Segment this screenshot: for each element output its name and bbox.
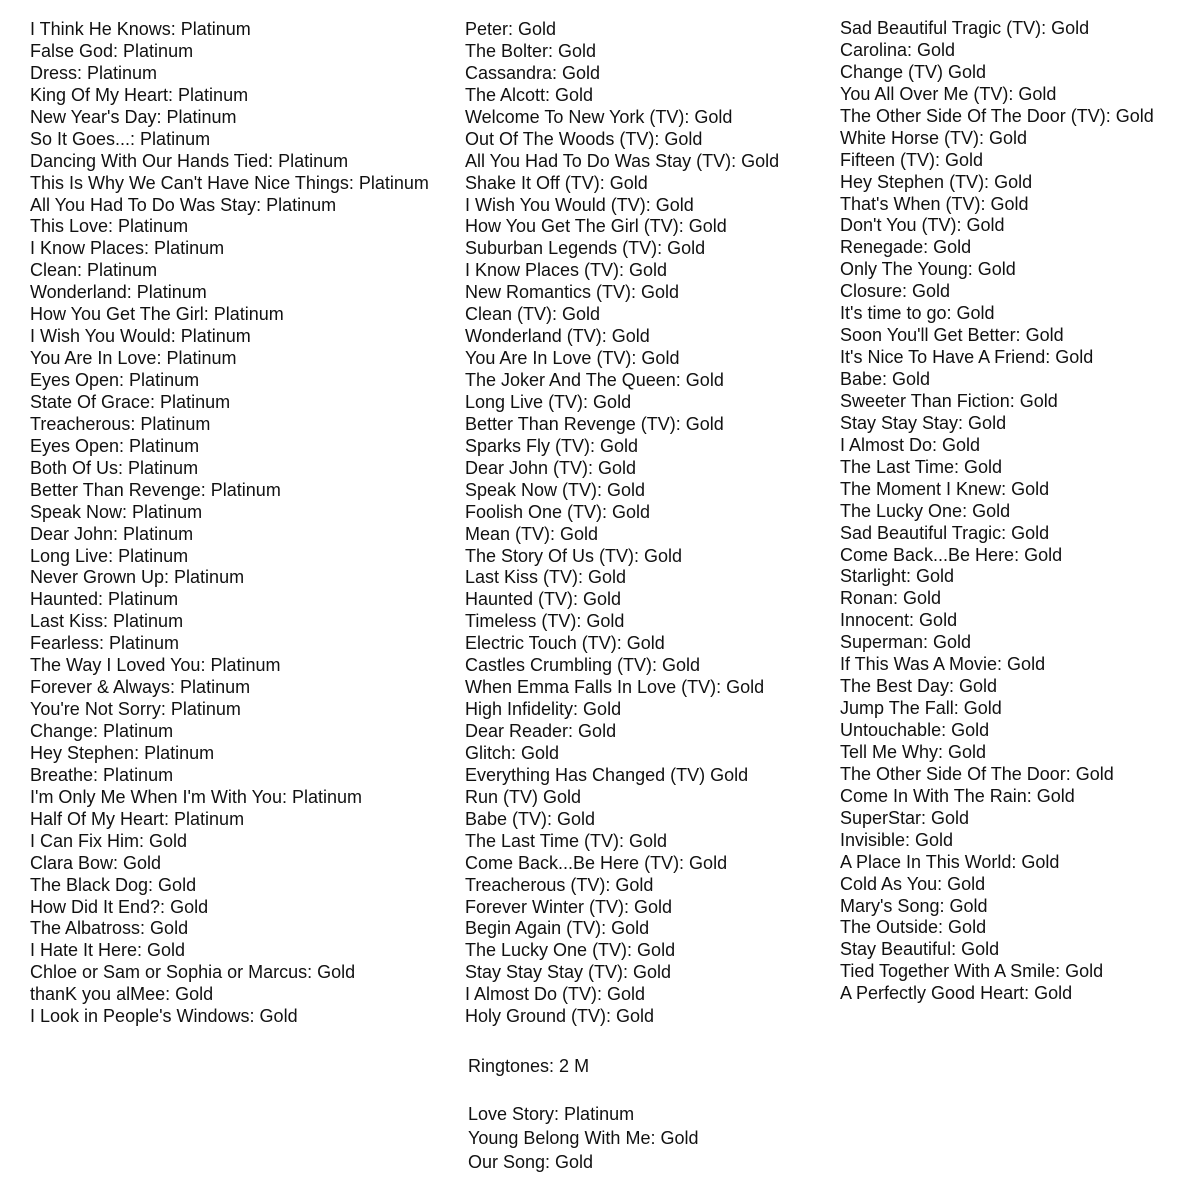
ringtones-list — [468, 1102, 698, 1174]
song-certification-item: Soon You'll Get Better: Gold — [840, 325, 1064, 346]
song-certification-item: Run (TV) Gold — [465, 786, 582, 807]
song-certification-item: Superman: Gold — [840, 632, 972, 653]
song-certification-item: The Black Dog: Gold — [30, 874, 197, 895]
song-certification-item: All You Had To Do Was Stay: Platinum — [30, 194, 337, 215]
song-certification-item: So It Goes...: Platinum — [30, 128, 211, 149]
song-certification-item: Forever Winter (TV): Gold — [465, 896, 673, 917]
song-certification-item: High Infidelity: Gold — [465, 699, 622, 720]
song-certification-item: The Other Side Of The Door: Gold — [840, 763, 1114, 784]
song-certification-item: King Of My Heart: Platinum — [30, 84, 249, 105]
song-certification-item: How You Get The Girl (TV): Gold — [465, 216, 727, 237]
song-certification-item: It's time to go: Gold — [840, 303, 995, 324]
song-certification-item: I Know Places (TV): Gold — [465, 260, 668, 281]
song-certification-item: Peter: Gold — [465, 19, 557, 39]
song-certification-item: False God: Platinum — [30, 40, 194, 61]
song-certification-item: You Are In Love (TV): Gold — [465, 348, 680, 369]
song-certification-item: Long Live: Platinum — [30, 545, 189, 566]
song-certification-item: Carolina: Gold — [840, 39, 956, 60]
song-certification-item: Starlight: Gold — [840, 566, 955, 587]
song-certification-item: A Place In This World: Gold — [840, 851, 1060, 872]
song-certification-item: Come Back...Be Here (TV): Gold — [465, 852, 728, 873]
song-certification-item: Invisible: Gold — [840, 829, 954, 850]
song-certification-item: Tied Together With A Smile: Gold — [840, 961, 1104, 982]
song-certification-item: Clean: Platinum — [30, 260, 158, 281]
song-certification-item: Jump The Fall: Gold — [840, 698, 1002, 719]
song-certification-item: Cold As You: Gold — [840, 873, 986, 894]
song-certification-item: The Bolter: Gold — [465, 40, 597, 61]
certification-list-column-2 — [465, 19, 779, 1028]
song-certification-item: Babe: Gold — [840, 369, 931, 389]
song-certification-item: thanK you alMee: Gold — [30, 984, 214, 1005]
song-certification-item: I Almost Do (TV): Gold — [465, 984, 646, 1005]
song-certification-item: I Wish You Would (TV): Gold — [465, 194, 694, 215]
song-certification-item: Forever & Always: Platinum — [30, 677, 251, 698]
song-certification-item: A Perfectly Good Heart: Gold — [840, 983, 1073, 1004]
song-certification-item: Holy Ground (TV): Gold — [465, 1006, 655, 1027]
song-certification-item: The Other Side Of The Door (TV): Gold — [840, 105, 1154, 126]
song-certification-item: Fearless: Platinum — [30, 633, 180, 654]
song-certification-item: Out Of The Woods (TV): Gold — [465, 128, 703, 149]
song-certification-item: Babe (TV): Gold — [465, 808, 596, 829]
song-certification-item: I Think He Knows: Platinum — [30, 19, 251, 39]
song-certification-item: Change (TV) Gold — [840, 61, 987, 82]
song-certification-item: Glitch: Gold — [465, 742, 560, 763]
song-certification-item: Electric Touch (TV): Gold — [465, 633, 665, 654]
song-certification-item: Clara Bow: Gold — [30, 852, 162, 873]
ringtones-section — [468, 1054, 698, 1174]
song-certification-item: Better Than Revenge (TV): Gold — [465, 413, 724, 434]
song-certification-item: Dear John: Platinum — [30, 523, 194, 544]
song-certification-item: You Are In Love: Platinum — [30, 348, 237, 369]
song-certification-item: The Last Time (TV): Gold — [465, 830, 668, 851]
song-certification-item: Stay Beautiful: Gold — [840, 939, 1000, 960]
song-certification-item: Long Live (TV): Gold — [465, 391, 632, 412]
song-certification-item: Speak Now: Platinum — [30, 501, 203, 522]
song-certification-item: Treacherous (TV): Gold — [465, 874, 654, 895]
song-certification-item: Welcome To New York (TV): Gold — [465, 106, 733, 127]
song-certification-item: Wonderland: Platinum — [30, 282, 207, 303]
song-certification-item: I Know Places: Platinum — [30, 238, 225, 259]
song-certification-item: Everything Has Changed (TV) Gold — [465, 764, 749, 785]
song-certification-item: You All Over Me (TV): Gold — [840, 83, 1057, 104]
song-certification-item: I Hate It Here: Gold — [30, 940, 186, 961]
song-certification-item: Change: Platinum — [30, 721, 174, 741]
song-certification-item: This Is Why We Can't Have Nice Things: Platinum — [30, 172, 429, 193]
song-certification-item: Dear Reader: Gold — [465, 721, 617, 741]
song-certification-item: Come Back...Be Here: Gold — [840, 544, 1063, 565]
song-certification-item: Haunted (TV): Gold — [465, 589, 622, 610]
song-certification-item: Sad Beautiful Tragic (TV): Gold — [840, 18, 1090, 38]
song-certification-item: Hey Stephen: Platinum — [30, 742, 215, 763]
song-certification-item: Dear John (TV): Gold — [465, 457, 637, 478]
song-certification-item: Come In With The Rain: Gold — [840, 785, 1075, 806]
song-certification-item: I Wish You Would: Platinum — [30, 326, 251, 347]
song-certification-item: All You Had To Do Was Stay (TV): Gold — [465, 150, 780, 171]
song-certification-item: I'm Only Me When I'm With You: Platinum — [30, 786, 362, 807]
song-certification-item: Closure: Gold — [840, 281, 951, 302]
song-certification-item: Cassandra: Gold — [465, 62, 601, 83]
song-certification-item: Stay Stay Stay: Gold — [840, 412, 1007, 433]
song-certification-item: Last Kiss (TV): Gold — [465, 567, 627, 588]
song-certification-item: It's Nice To Have A Friend: Gold — [840, 347, 1094, 368]
song-certification-item: Shake It Off (TV): Gold — [465, 172, 648, 193]
song-certification-item: Breathe: Platinum — [30, 764, 174, 785]
song-certification-item: The Best Day: Gold — [840, 676, 998, 697]
ringtone-item: Our Song: Gold — [468, 1152, 594, 1172]
song-certification-item: Foolish One (TV): Gold — [465, 501, 651, 522]
song-certification-item: Only The Young: Gold — [840, 259, 1016, 280]
song-certification-item: The Lucky One: Gold — [840, 500, 1011, 521]
certification-list-column-3 — [840, 18, 1154, 1005]
song-certification-item: The Joker And The Queen: Gold — [465, 370, 724, 390]
ringtone-item: Love Story: Platinum — [468, 1104, 635, 1124]
song-certification-item: Castles Crumbling (TV): Gold — [465, 655, 701, 676]
song-certification-item: Speak Now (TV): Gold — [465, 479, 646, 500]
song-certification-item: The Outside: Gold — [840, 917, 987, 938]
song-certification-item: New Romantics (TV): Gold — [465, 282, 680, 303]
song-certification-item: Wonderland (TV): Gold — [465, 326, 650, 347]
song-certification-item: The Last Time: Gold — [840, 456, 1003, 477]
song-certification-item: Dress: Platinum — [30, 62, 158, 83]
song-certification-item: I Look in People's Windows: Gold — [30, 1006, 298, 1027]
ringtones-title: Ringtones: 2 M — [468, 1056, 590, 1076]
song-certification-item: Ronan: Gold — [840, 588, 942, 609]
song-certification-item: Never Grown Up: Platinum — [30, 567, 245, 588]
song-certification-item: Half Of My Heart: Platinum — [30, 808, 245, 829]
song-certification-item: Innocent: Gold — [840, 610, 958, 631]
song-certification-item: The Way I Loved You: Platinum — [30, 655, 281, 676]
song-certification-item: Sparks Fly (TV): Gold — [465, 435, 639, 456]
song-certification-item: Tell Me Why: Gold — [840, 741, 987, 762]
song-certification-item: I Can Fix Him: Gold — [30, 830, 188, 851]
song-certification-item: Untouchable: Gold — [840, 720, 990, 740]
song-certification-item: White Horse (TV): Gold — [840, 127, 1028, 148]
song-certification-item: State Of Grace: Platinum — [30, 391, 231, 412]
song-certification-item: If This Was A Movie: Gold — [840, 654, 1046, 675]
song-certification-item: Better Than Revenge: Platinum — [30, 479, 281, 500]
song-certification-item: Last Kiss: Platinum — [30, 611, 184, 632]
song-certification-item: Both Of Us: Platinum — [30, 457, 199, 478]
song-certification-item: Stay Stay Stay (TV): Gold — [465, 962, 672, 983]
song-certification-item: Mary's Song: Gold — [840, 895, 988, 916]
song-certification-item: Treacherous: Platinum — [30, 413, 211, 434]
song-certification-item: SuperStar: Gold — [840, 807, 970, 828]
song-certification-item: The Albatross: Gold — [30, 918, 189, 939]
song-certification-item: When Emma Falls In Love (TV): Gold — [465, 677, 765, 698]
song-certification-item: I Almost Do: Gold — [840, 434, 981, 455]
song-certification-item: The Moment I Knew: Gold — [840, 478, 1050, 499]
song-certification-item: How Did It End?: Gold — [30, 896, 209, 917]
song-certification-item: Begin Again (TV): Gold — [465, 918, 650, 939]
song-certification-item: Chloe or Sam or Sophia or Marcus: Gold — [30, 962, 356, 983]
song-certification-item: Eyes Open: Platinum — [30, 435, 200, 456]
song-certification-item: Suburban Legends (TV): Gold — [465, 238, 706, 259]
song-certification-item: Timeless (TV): Gold — [465, 611, 625, 632]
song-certification-item: Mean (TV): Gold — [465, 523, 599, 544]
song-certification-item: Dancing With Our Hands Tied: Platinum — [30, 150, 349, 171]
song-certification-item: Haunted: Platinum — [30, 589, 179, 610]
song-certification-item: How You Get The Girl: Platinum — [30, 304, 284, 325]
certification-list-column-1 — [30, 19, 429, 1028]
song-certification-item: Fifteen (TV): Gold — [840, 149, 984, 170]
song-certification-item: The Alcott: Gold — [465, 84, 594, 105]
song-certification-item: You're Not Sorry: Platinum — [30, 699, 241, 720]
song-certification-item: Hey Stephen (TV): Gold — [840, 171, 1033, 192]
song-certification-item: The Lucky One (TV): Gold — [465, 940, 676, 961]
song-certification-item: Eyes Open: Platinum — [30, 370, 200, 390]
song-certification-item: This Love: Platinum — [30, 216, 189, 237]
song-certification-item: New Year's Day: Platinum — [30, 106, 237, 127]
song-certification-item: Sweeter Than Fiction: Gold — [840, 390, 1058, 411]
ringtone-item: Young Belong With Me: Gold — [468, 1128, 699, 1148]
song-certification-item: The Story Of Us (TV): Gold — [465, 545, 683, 566]
song-certification-item: That's When (TV): Gold — [840, 193, 1029, 214]
song-certification-item: Don't You (TV): Gold — [840, 215, 1005, 236]
song-certification-item: Sad Beautiful Tragic: Gold — [840, 522, 1050, 543]
song-certification-item: Clean (TV): Gold — [465, 304, 601, 325]
song-certification-item: Renegade: Gold — [840, 237, 972, 258]
